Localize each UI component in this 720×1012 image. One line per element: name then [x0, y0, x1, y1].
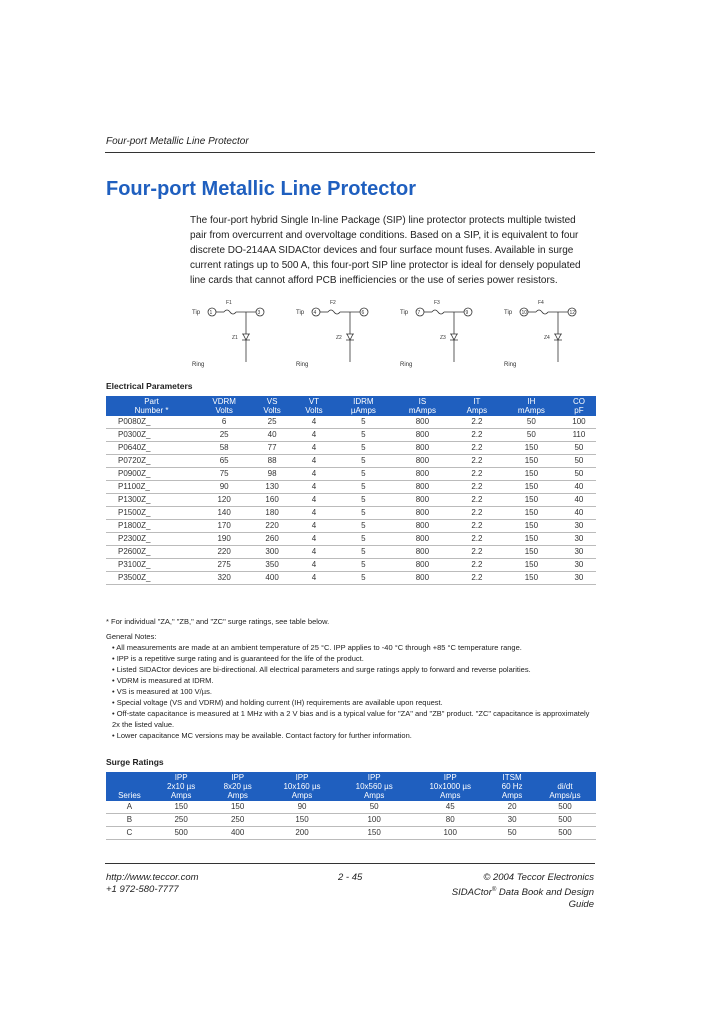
ring-label: Ring: [192, 362, 205, 368]
elec-col-top: VT: [308, 397, 320, 406]
table-cell: 5: [335, 455, 392, 468]
table-row: [106, 559, 596, 572]
footer-copyright: © 2004 Teccor Electronics: [483, 872, 594, 883]
table-cell: 4: [293, 507, 335, 520]
elec-col-top: Part: [144, 397, 159, 406]
surge-col-header: [534, 772, 596, 801]
elec-col-top: CO: [572, 397, 585, 406]
table-row: [106, 520, 596, 533]
table-cell: 120: [197, 494, 251, 507]
elec-col-header: [562, 396, 596, 416]
table-cell: 4: [293, 442, 335, 455]
table-cell: 2.2: [453, 442, 501, 455]
footer-right: [424, 872, 594, 911]
table-cell: 6: [197, 416, 251, 429]
surge-col-header: [490, 772, 534, 801]
table-cell: 5: [335, 442, 392, 455]
table-row: [106, 455, 596, 468]
table-cell: 150: [501, 442, 562, 455]
table-cell: 30: [562, 533, 596, 546]
table-row: [106, 533, 596, 546]
table-cell: 2.2: [453, 468, 501, 481]
table-cell: 500: [534, 827, 596, 840]
table-cell: 75: [197, 468, 251, 481]
part-number-cell: P0720Z_: [106, 455, 197, 468]
surge-col-line: IPP: [231, 773, 245, 782]
table-cell: 180: [251, 507, 293, 520]
table-row: [106, 801, 596, 814]
part-number-cell: P0900Z_: [106, 468, 197, 481]
surge-table: [106, 772, 596, 840]
electrical-table: [106, 396, 596, 585]
pin-in-label: 4: [313, 310, 317, 316]
part-number-cell: P0300Z_: [106, 429, 197, 442]
table-cell: 200: [266, 827, 338, 840]
table-cell: 350: [251, 559, 293, 572]
table-cell: 4: [293, 416, 335, 429]
surge-col-line: 10x160 µs: [283, 782, 321, 791]
elec-col-header: [392, 396, 453, 416]
table-cell: 400: [251, 572, 293, 585]
table-cell: 140: [197, 507, 251, 520]
table-cell: 150: [209, 801, 266, 814]
zener-label: Z2: [336, 335, 342, 341]
table-cell: 800: [392, 520, 453, 533]
elec-col-unit: pF: [574, 406, 584, 415]
table-cell: 800: [392, 442, 453, 455]
table-cell: 800: [392, 494, 453, 507]
table-cell: 20: [490, 801, 534, 814]
table-cell: 5: [335, 520, 392, 533]
series-cell: B: [106, 814, 153, 827]
surge-col-header: [209, 772, 266, 801]
ring-label: Ring: [400, 362, 413, 368]
table-cell: 800: [392, 507, 453, 520]
tip-label: Tip: [400, 310, 409, 316]
note-item: • Lower capacitance MC versions may be available. Contact factory for further information.: [112, 730, 596, 741]
table-cell: 4: [293, 494, 335, 507]
footer-book-title: [424, 884, 594, 911]
table-cell: 30: [562, 559, 596, 572]
table-cell: 150: [501, 546, 562, 559]
elec-col-top: IT: [473, 397, 481, 406]
registered-mark: ®: [491, 887, 497, 893]
surge-col-line: Amps: [170, 791, 192, 800]
surge-col-line: IPP: [174, 773, 188, 782]
elec-col-header: [335, 396, 392, 416]
table-cell: 50: [562, 442, 596, 455]
elec-col-header: [501, 396, 562, 416]
table-cell: 50: [562, 455, 596, 468]
surge-col-line: 10x1000 µs: [429, 782, 471, 791]
table-cell: 50: [490, 827, 534, 840]
note-item: • Special voltage (VS and VDRM) and holding current (IH) requirements are available upon request.: [112, 697, 596, 708]
ring-label: Ring: [296, 362, 309, 368]
table-cell: 50: [338, 801, 410, 814]
table-cell: 100: [410, 827, 490, 840]
zener-label: Z1: [232, 335, 238, 341]
table-cell: 800: [392, 533, 453, 546]
table-cell: 4: [293, 572, 335, 585]
note-item: • IPP is a repetitive surge rating and is guaranteed for the life of the product.: [112, 653, 596, 664]
table-cell: 800: [392, 429, 453, 442]
table-row: [106, 494, 596, 507]
elec-col-unit: Volts: [263, 406, 281, 415]
table-cell: 30: [562, 546, 596, 559]
table-cell: 4: [293, 481, 335, 494]
footer-phone: +1 972-580-7777: [106, 884, 179, 895]
electrical-heading: Electrical Parameters: [106, 381, 193, 391]
part-number-cell: P0080Z_: [106, 416, 197, 429]
table-cell: 150: [501, 455, 562, 468]
notes-list: [106, 642, 596, 741]
fuse-label: F4: [538, 300, 544, 306]
fuse-label: F3: [434, 300, 440, 306]
note-item: • Off-state capacitance is measured at 1 MHz with a 2 V bias and is a typical value for "ZA" and "ZB" product. "ZC" capacitance is approximately 2x the listed value.: [112, 708, 596, 730]
table-cell: 250: [153, 814, 210, 827]
table-cell: 150: [153, 801, 210, 814]
table-cell: 150: [501, 494, 562, 507]
elec-col-unit: µAmps: [350, 406, 376, 415]
tip-label: Tip: [192, 310, 201, 316]
surge-col-line: Amps: [227, 791, 248, 800]
table-cell: 260: [251, 533, 293, 546]
table-row: [106, 442, 596, 455]
part-number-cell: P1300Z_: [106, 494, 197, 507]
surge-col-header: [410, 772, 490, 801]
table-cell: 4: [293, 533, 335, 546]
sidactor-symbol: [242, 334, 250, 340]
footer-left: [106, 872, 199, 896]
table-cell: 5: [335, 546, 392, 559]
fuse-symbol: [328, 310, 340, 314]
table-cell: 77: [251, 442, 293, 455]
footer-rule: [105, 863, 595, 864]
table-cell: 5: [335, 468, 392, 481]
elec-col-unit: mAmps: [408, 406, 436, 415]
part-number-cell: P3100Z_: [106, 559, 197, 572]
table-cell: 800: [392, 416, 453, 429]
page-title: Four-port Metallic Line Protector: [106, 178, 417, 200]
table-cell: 45: [410, 801, 490, 814]
table-cell: 5: [335, 494, 392, 507]
table-cell: 275: [197, 559, 251, 572]
table-cell: 2.2: [453, 416, 501, 429]
table-cell: 5: [335, 559, 392, 572]
note-item: • All measurements are made at an ambient temperature of 25 °C. IPP applies to -40 °C through +85 °C temperature range.: [112, 642, 596, 653]
surge-heading: Surge Ratings: [106, 757, 164, 767]
table-cell: 800: [392, 546, 453, 559]
zener-label: Z3: [440, 335, 446, 341]
surge-col-header: [338, 772, 410, 801]
table-cell: 100: [338, 814, 410, 827]
table-cell: 800: [392, 481, 453, 494]
table-cell: 150: [501, 572, 562, 585]
surge-col-line: [108, 773, 151, 782]
running-header: Four-port Metallic Line Protector: [106, 136, 249, 147]
surge-col-line: Amps: [363, 791, 385, 800]
surge-col-header: [106, 772, 153, 801]
table-cell: 40: [562, 507, 596, 520]
table-cell: 5: [335, 429, 392, 442]
footnote: * For individual "ZA," "ZB," and "ZC" surge ratings, see table below.: [106, 617, 330, 626]
table-row: [106, 507, 596, 520]
table-cell: 5: [335, 481, 392, 494]
surge-col-line: [108, 782, 151, 791]
table-cell: 110: [562, 429, 596, 442]
surge-col-line: 60 Hz: [501, 782, 523, 791]
table-cell: 2.2: [453, 455, 501, 468]
table-cell: 150: [501, 533, 562, 546]
elec-col-top: IDRM: [353, 397, 374, 406]
table-cell: 4: [293, 520, 335, 533]
elec-col-top: IS: [418, 397, 427, 406]
table-cell: 150: [338, 827, 410, 840]
table-cell: 400: [209, 827, 266, 840]
fuse-symbol: [432, 310, 444, 314]
note-item: • VS is measured at 100 V/µs.: [112, 686, 596, 697]
surge-col-line: IPP: [295, 773, 309, 782]
table-cell: 150: [501, 468, 562, 481]
part-number-cell: P1100Z_: [106, 481, 197, 494]
surge-col-line: [536, 773, 594, 782]
intro-paragraph: The four-port hybrid Single In-line Package (SIP) line protector protects multiple twisted pair from overcurrent and overvoltage conditions. Based on a SIP, it is equivalent to four discrete DO-214AA SIDACtor devices and four surface mount fuses. Available in surge current ratings up to 500 A, this four-port SIP line protector is ideal for densely populated line cards that cannot afford PCB inefficiencies or the use of series power resistors.: [190, 215, 581, 286]
surge-col-line: 10x560 µs: [355, 782, 393, 791]
elec-col-unit: Number *: [134, 406, 169, 415]
zener-label: Z4: [544, 335, 550, 341]
note-item: • VDRM is measured at IDRM.: [112, 675, 596, 686]
table-cell: 2.2: [453, 520, 501, 533]
table-cell: 30: [562, 572, 596, 585]
table-cell: 88: [251, 455, 293, 468]
header-rule: [105, 152, 595, 153]
table-cell: 2.2: [453, 572, 501, 585]
tip-label: Tip: [296, 310, 305, 316]
surge-col-line: Amps: [291, 791, 313, 800]
table-row: [106, 814, 596, 827]
table-cell: 50: [501, 416, 562, 429]
series-cell: A: [106, 801, 153, 814]
table-cell: 2.2: [453, 429, 501, 442]
surge-col-line: Amps/µs: [549, 791, 581, 800]
table-cell: 100: [562, 416, 596, 429]
table-cell: 500: [153, 827, 210, 840]
elec-col-header: [293, 396, 335, 416]
table-cell: 4: [293, 455, 335, 468]
table-row: [106, 546, 596, 559]
table-cell: 320: [197, 572, 251, 585]
table-cell: 58: [197, 442, 251, 455]
surge-col-line: IPP: [367, 773, 381, 782]
tip-label: Tip: [504, 310, 513, 316]
fuse-label: F1: [226, 300, 232, 306]
fuse-label: F2: [330, 300, 336, 306]
elec-col-header: [106, 396, 197, 416]
table-cell: 800: [392, 468, 453, 481]
table-cell: 2.2: [453, 494, 501, 507]
elec-col-unit: Volts: [305, 406, 323, 415]
table-cell: 90: [197, 481, 251, 494]
elec-col-unit: Amps: [466, 406, 488, 415]
table-cell: 300: [251, 546, 293, 559]
part-number-cell: P2300Z_: [106, 533, 197, 546]
table-cell: 65: [197, 455, 251, 468]
circuit-diagrams: [190, 296, 594, 370]
surge-col-line: IPP: [443, 773, 457, 782]
table-cell: 4: [293, 546, 335, 559]
elec-col-unit: mAmps: [517, 406, 545, 415]
surge-col-header: [266, 772, 338, 801]
sidactor-symbol: [450, 334, 458, 340]
table-cell: 500: [534, 814, 596, 827]
pin-out-label: 3: [257, 310, 261, 316]
table-cell: 40: [562, 494, 596, 507]
elec-col-unit: Volts: [215, 406, 233, 415]
ring-label: Ring: [504, 362, 517, 368]
elec-col-top: VS: [266, 397, 278, 406]
pin-out-label: 9: [465, 310, 469, 316]
table-cell: 50: [562, 468, 596, 481]
surge-col-header: [153, 772, 210, 801]
table-cell: 150: [501, 559, 562, 572]
table-cell: 150: [501, 507, 562, 520]
table-cell: 25: [251, 416, 293, 429]
table-cell: 25: [197, 429, 251, 442]
sidactor-symbol: [554, 334, 562, 340]
table-cell: 2.2: [453, 559, 501, 572]
table-cell: 90: [266, 801, 338, 814]
pin-out-label: 12: [569, 310, 576, 316]
table-cell: 2.2: [453, 481, 501, 494]
part-number-cell: P2600Z_: [106, 546, 197, 559]
elec-col-header: [251, 396, 293, 416]
table-cell: 40: [562, 481, 596, 494]
table-cell: 250: [209, 814, 266, 827]
table-cell: 220: [197, 546, 251, 559]
surge-col-line: Amps: [440, 791, 461, 800]
table-cell: 150: [501, 481, 562, 494]
table-cell: 30: [490, 814, 534, 827]
table-cell: 800: [392, 572, 453, 585]
general-notes: [106, 616, 596, 741]
series-cell: C: [106, 827, 153, 840]
part-number-cell: P3500Z_: [106, 572, 197, 585]
table-cell: 190: [197, 533, 251, 546]
table-cell: 220: [251, 520, 293, 533]
table-cell: 50: [501, 429, 562, 442]
footer-url[interactable]: http://www.teccor.com: [106, 872, 199, 883]
surge-col-line: 2x10 µs: [167, 782, 196, 791]
table-cell: 150: [266, 814, 338, 827]
table-cell: 4: [293, 429, 335, 442]
elec-col-top: IH: [527, 397, 536, 406]
table-cell: 98: [251, 468, 293, 481]
table-cell: 30: [562, 520, 596, 533]
table-cell: 40: [251, 429, 293, 442]
table-cell: 4: [293, 559, 335, 572]
table-row: [106, 827, 596, 840]
pin-in-label: 10: [521, 310, 528, 316]
pin-in-label: 7: [417, 310, 421, 316]
table-cell: 5: [335, 572, 392, 585]
table-cell: 130: [251, 481, 293, 494]
notes-heading: General Notes:: [106, 632, 157, 641]
pin-in-label: 1: [209, 310, 213, 316]
elec-col-header: [453, 396, 501, 416]
table-cell: 800: [392, 455, 453, 468]
surge-col-line: di/dt: [557, 782, 573, 791]
table-cell: 4: [293, 468, 335, 481]
elec-col-header: [197, 396, 251, 416]
table-cell: 800: [392, 559, 453, 572]
table-row: [106, 429, 596, 442]
table-cell: 150: [501, 520, 562, 533]
page-number: 2 - 45: [338, 872, 363, 883]
part-number-cell: P1500Z_: [106, 507, 197, 520]
table-cell: 5: [335, 416, 392, 429]
surge-col-line: Amps: [501, 791, 523, 800]
table-row: [106, 572, 596, 585]
table-cell: 170: [197, 520, 251, 533]
fuse-symbol: [224, 310, 236, 314]
book-brand: SIDACtor: [451, 887, 492, 899]
table-row: [106, 416, 596, 429]
table-cell: 5: [335, 507, 392, 520]
table-row: [106, 468, 596, 481]
table-cell: 500: [534, 801, 596, 814]
fuse-symbol: [536, 310, 548, 314]
sidactor-symbol: [346, 334, 354, 340]
table-cell: 2.2: [453, 546, 501, 559]
note-item: • Listed SIDACtor devices are bi-directional. All electrical parameters and surge ratings apply to forward and reverse polarities.: [112, 664, 596, 675]
book-title-rest: Data Book and Design Guide: [496, 887, 594, 911]
table-cell: 5: [335, 533, 392, 546]
part-number-cell: P0640Z_: [106, 442, 197, 455]
table-row: [106, 481, 596, 494]
part-number-cell: P1800Z_: [106, 520, 197, 533]
table-cell: 2.2: [453, 533, 501, 546]
surge-col-line: ITSM: [502, 773, 522, 782]
surge-col-line: 8x20 µs: [223, 782, 252, 791]
surge-col-line: Series: [118, 791, 141, 800]
elec-col-top: VDRM: [212, 397, 236, 406]
table-cell: 2.2: [453, 507, 501, 520]
table-cell: 80: [410, 814, 490, 827]
pin-out-label: 6: [361, 310, 365, 316]
table-cell: 160: [251, 494, 293, 507]
